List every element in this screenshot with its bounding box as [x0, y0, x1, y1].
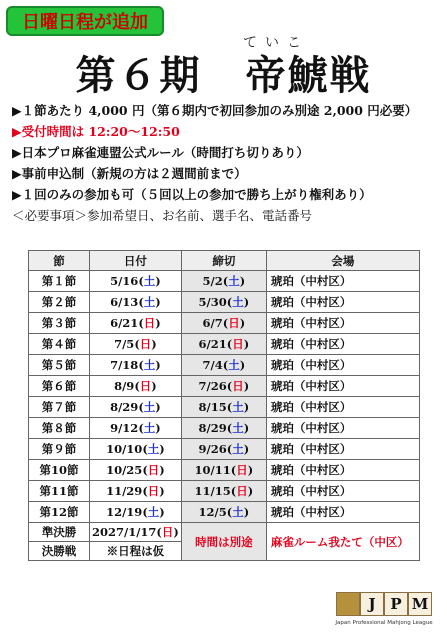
date-cell: 7/18(土): [90, 355, 182, 376]
table-row: [29, 313, 420, 334]
deadline-cell: 5/2(土): [181, 271, 266, 292]
page-title: [0, 44, 447, 101]
deadline-cell: 11/15(日): [181, 481, 266, 502]
date-cell: 10/25(日): [90, 460, 182, 481]
info-requirements: ＜必要事項＞参加希望日、お名前、選手名、電話番号: [12, 208, 313, 223]
final-date-note: ※日程は仮: [90, 542, 182, 561]
jpml-logo: [334, 588, 434, 634]
venue-cell: 琥珀（中村区）: [266, 502, 419, 523]
section-cell: 第４節: [29, 334, 90, 355]
header-deadline: 締切: [181, 251, 266, 271]
date-cell: 9/12(土): [90, 418, 182, 439]
table-row: [29, 481, 420, 502]
venue-cell: 琥珀（中村区）: [266, 418, 419, 439]
table-row: [29, 460, 420, 481]
header-section: 節: [29, 251, 90, 271]
deadline-cell: 6/7(日): [181, 313, 266, 334]
section-cell: 第10節: [29, 460, 90, 481]
date-cell: 6/13(土): [90, 292, 182, 313]
deadline-cell: 7/26(日): [181, 376, 266, 397]
section-cell: 第５節: [29, 355, 90, 376]
header-venue: 会場: [266, 251, 419, 271]
venue-cell: 琥珀（中村区）: [266, 271, 419, 292]
section-cell: 第11節: [29, 481, 90, 502]
table-row: [29, 397, 420, 418]
final-label: 決勝戦: [29, 542, 90, 561]
semifinal-label: 準決勝: [29, 523, 90, 542]
info-list: [12, 100, 442, 226]
venue-cell: 琥珀（中村区）: [266, 376, 419, 397]
date-cell: 11/29(日): [90, 481, 182, 502]
table-row: [29, 292, 420, 313]
section-cell: 第６節: [29, 376, 90, 397]
deadline-cell: 12/5(土): [181, 502, 266, 523]
section-cell: 第７節: [29, 397, 90, 418]
section-cell: 第３節: [29, 313, 90, 334]
section-cell: 第２節: [29, 292, 90, 313]
venue-cell: 琥珀（中村区）: [266, 439, 419, 460]
date-cell: 8/29(土): [90, 397, 182, 418]
deadline-cell: 7/4(土): [181, 355, 266, 376]
table-row: [29, 418, 420, 439]
table-row: [29, 439, 420, 460]
section-cell: 第９節: [29, 439, 90, 460]
info-rules: ▶日本プロ麻雀連盟公式ルール（時間打ち切りあり）: [12, 145, 309, 160]
venue-cell: 琥珀（中村区）: [266, 481, 419, 502]
table-row: [29, 271, 420, 292]
info-reception-time: ▶受付時間は 12:20～12:50: [12, 124, 180, 139]
info-fee: ▶１節あたり 4,000 円（第６期内で初回参加のみ別途 2,000 円必要）: [12, 103, 418, 118]
venue-cell: 琥珀（中村区）: [266, 334, 419, 355]
info-registration: ▶事前申込制（新規の方は２週間前まで）: [12, 166, 247, 181]
logo-subtitle: Japan Professional Mahjong League: [335, 620, 433, 626]
venue-cell: 琥珀（中村区）: [266, 313, 419, 334]
logo-letter: M: [408, 592, 432, 616]
date-cell: 7/5(日): [90, 334, 182, 355]
date-cell: 8/9(日): [90, 376, 182, 397]
logo-letter: J: [360, 592, 384, 616]
deadline-cell: 8/29(土): [181, 418, 266, 439]
deadline-cell: 5/30(土): [181, 292, 266, 313]
title-event: 帝鯱戦: [245, 52, 372, 99]
date-cell: 12/19(土): [90, 502, 182, 523]
crest-icon: ◆: [336, 592, 360, 616]
table-row: [29, 502, 420, 523]
table-row: [29, 376, 420, 397]
added-sunday-badge: [6, 6, 164, 36]
date-cell: 10/10(土): [90, 439, 182, 460]
final-deadline: 時間は別途: [181, 523, 266, 561]
title-ruby: ていこ: [243, 35, 309, 51]
section-cell: 第８節: [29, 418, 90, 439]
section-cell: 第12節: [29, 502, 90, 523]
table-row: [29, 334, 420, 355]
venue-cell: 琥珀（中村区）: [266, 397, 419, 418]
venue-cell: 琥珀（中村区）: [266, 292, 419, 313]
deadline-cell: 9/26(土): [181, 439, 266, 460]
final-date: 2027/1/17(日): [90, 523, 182, 542]
deadline-cell: 10/11(日): [181, 460, 266, 481]
deadline-cell: 6/21(日): [181, 334, 266, 355]
info-single-entry: ▶１回のみの参加も可（５回以上の参加で勝ち上がり権利あり）: [12, 187, 372, 202]
venue-cell: 琥珀（中村区）: [266, 460, 419, 481]
date-cell: 6/21(日): [90, 313, 182, 334]
table-row: [29, 355, 420, 376]
venue-cell: 琥珀（中村区）: [266, 355, 419, 376]
table-header-row: [29, 251, 420, 271]
badge-text: 日曜日程が追加: [22, 12, 148, 33]
table-row-semifinal: [29, 523, 420, 542]
logo-letter: P: [384, 592, 408, 616]
section-cell: 第１節: [29, 271, 90, 292]
deadline-cell: 8/15(土): [181, 397, 266, 418]
title-term: 第６期: [75, 52, 202, 99]
schedule-table: [28, 250, 420, 561]
header-date: 日付: [90, 251, 182, 271]
final-venue: 麻雀ルーム我たて（中区）: [266, 523, 419, 561]
date-cell: 5/16(土): [90, 271, 182, 292]
